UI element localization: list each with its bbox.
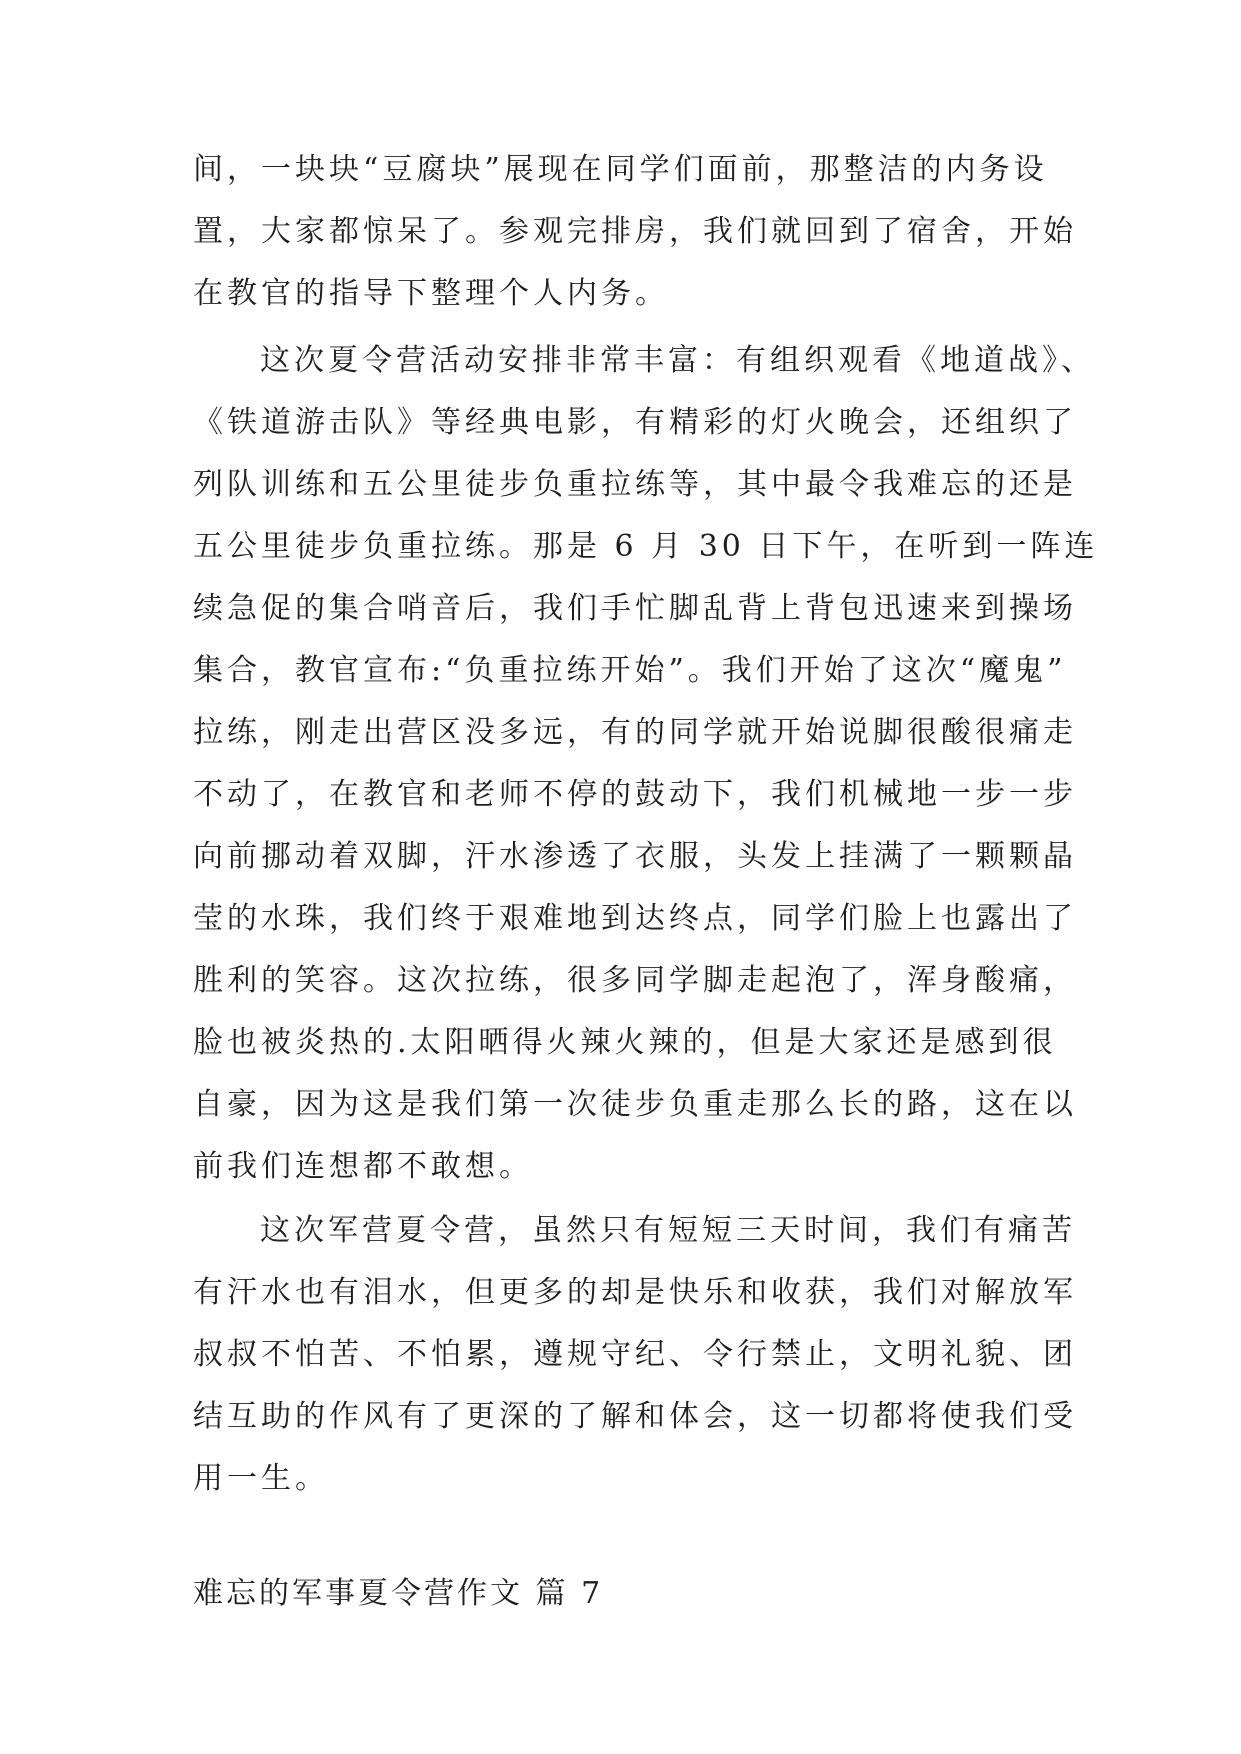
section-heading: 难忘的军事夏令营作文 篇 7 bbox=[193, 1576, 604, 1611]
paragraph-2-line-4: 五公里徒步负重拉练。那是 6 月 30 日下午，在听到一阵连 bbox=[193, 529, 1099, 564]
paragraph-3-line-1: 这次军营夏令营，虽然只有短短三天时间，我们有痛苦 bbox=[260, 1213, 1076, 1248]
paragraph-3-line-5: 用一生。 bbox=[193, 1461, 329, 1496]
paragraph-1-line-2: 置，大家都惊呆了。参观完排房，我们就回到了宿舍，开始 bbox=[193, 214, 1077, 249]
paragraph-2-line-8: 不动了，在教官和老师不停的鼓动下，我们机械地一步一步 bbox=[193, 777, 1077, 812]
paragraph-2-line-10: 莹的水珠，我们终于艰难地到达终点，同学们脸上也露出了 bbox=[193, 901, 1077, 936]
paragraph-1-line-3: 在教官的指导下整理个人内务。 bbox=[193, 276, 669, 311]
paragraph-3-line-3: 叔叔不怕苦、不怕累，遵规守纪、令行禁止，文明礼貌、团 bbox=[193, 1337, 1077, 1372]
paragraph-2-line-2: 《铁道游击队》等经典电影，有精彩的灯火晚会，还组织了 bbox=[193, 405, 1077, 440]
paragraph-2-line-11: 胜利的笑容。这次拉练，很多同学脚走起泡了，浑身酸痛， bbox=[193, 963, 1077, 998]
paragraph-2-line-1: 这次夏令营活动安排非常丰富：有组织观看《地道战》、 bbox=[260, 343, 1095, 378]
paragraph-2-line-6: 集合，教官宣布:“负重拉练开始”。我们开始了这次“魔鬼” bbox=[193, 653, 1067, 688]
paragraph-2-line-12: 脸也被炎热的.太阳晒得火辣火辣的，但是大家还是感到很 bbox=[193, 1025, 1057, 1060]
paragraph-2-line-7: 拉练，刚走出营区没多远，有的同学就开始说脚很酸很痛走 bbox=[193, 715, 1077, 750]
paragraph-3-line-4: 结互助的作风有了更深的了解和体会，这一切都将使我们受 bbox=[193, 1399, 1077, 1434]
paragraph-3-line-2: 有汗水也有泪水，但更多的却是快乐和收获，我们对解放军 bbox=[193, 1275, 1077, 1310]
paragraph-2-line-5: 续急促的集合哨音后，我们手忙脚乱背上背包迅速来到操场 bbox=[193, 591, 1077, 626]
paragraph-2-line-3: 列队训练和五公里徒步负重拉练等，其中最令我难忘的还是 bbox=[193, 467, 1077, 502]
paragraph-2-line-13: 自豪，因为这是我们第一次徒步负重走那么长的路，这在以 bbox=[193, 1087, 1077, 1122]
paragraph-2-line-14: 前我们连想都不敢想。 bbox=[193, 1149, 533, 1184]
paragraph-1-line-1: 间，一块块“豆腐块”展现在同学们面前，那整洁的内务设 bbox=[193, 152, 1048, 187]
paragraph-2-line-9: 向前挪动着双脚，汗水渗透了衣服，头发上挂满了一颗颗晶 bbox=[193, 839, 1077, 874]
